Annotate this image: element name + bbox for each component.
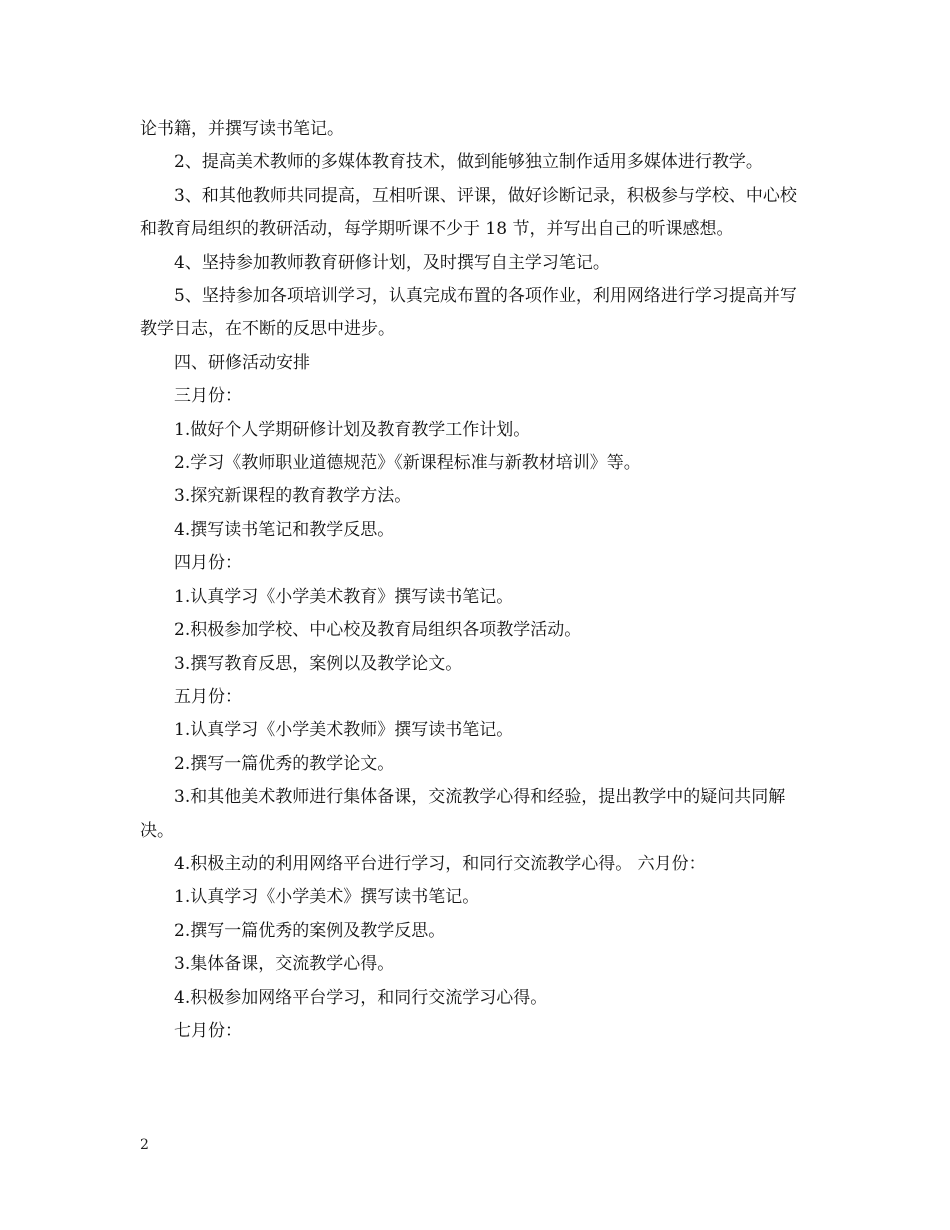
list-item: 4.撰写读书笔记和教学反思。 [174, 519, 395, 540]
list-item: 2.积极参加学校、中心校及教育局组织各项教学活动。 [174, 620, 582, 641]
month-heading: 四月份： [174, 553, 242, 574]
list-item: 4.积极参加网络平台学习，和同行交流学习心得。 [174, 987, 548, 1008]
page-number: 2 [140, 1137, 149, 1153]
list-item: 2.学习《教师职业道德规范》《新课程标准与新教材培训》等。 [174, 453, 641, 474]
list-item: 3.撰写教育反思，案例以及教学论文。 [174, 653, 463, 674]
list-item: 3.和其他美术教师进行集体备课，交流教学心得和经验，提出教学中的疑问共同解决。 [140, 787, 786, 841]
section-heading: 四、研修活动安排 [174, 352, 310, 373]
list-item: 1.认真学习《小学美术教育》撰写读书笔记。 [174, 586, 514, 607]
list-item: 3.集体备课，交流教学心得。 [174, 954, 395, 975]
month-heading: 五月份： [174, 686, 242, 707]
list-item: 2.撰写一篇优秀的教学论文。 [174, 753, 395, 774]
list-item: 1.认真学习《小学美术教师》撰写读书笔记。 [174, 720, 514, 741]
document-body [140, 113, 812, 1048]
month-heading: 七月份： [174, 1020, 242, 1041]
list-item: 1.认真学习《小学美术》撰写读书笔记。 [174, 887, 480, 908]
list-item: 4.积极主动的利用网络平台进行学习，和同行交流教学心得。 六月份： [174, 853, 706, 874]
paragraph: 3、和其他教师共同提高，互相听课、评课，做好诊断记录，积极参与学校、中心校和教育局组织的教研活动，每学期听课不少于 18 节，并写出自己的听课感想。 [140, 185, 797, 240]
paragraph: 5、坚持参加各项培训学习，认真完成布置的各项作业，利用网络进行学习提高并写教学日志，在不断的反思中进步。 [140, 286, 797, 340]
paragraph: 论书籍，并撰写读书笔记。 [140, 119, 344, 139]
list-item: 3.探究新课程的教育教学方法。 [174, 486, 412, 507]
paragraph: 2、提高美术教师的多媒体教育技术，做到能够独立制作适用多媒体进行教学。 [174, 152, 763, 173]
list-item: 1.做好个人学期研修计划及教育教学工作计划。 [174, 419, 531, 440]
month-heading: 三月份： [174, 386, 242, 407]
list-item: 2.撰写一篇优秀的案例及教学反思。 [174, 920, 446, 941]
paragraph: 4、坚持参加教师教育研修计划，及时撰写自主学习笔记。 [174, 252, 610, 273]
